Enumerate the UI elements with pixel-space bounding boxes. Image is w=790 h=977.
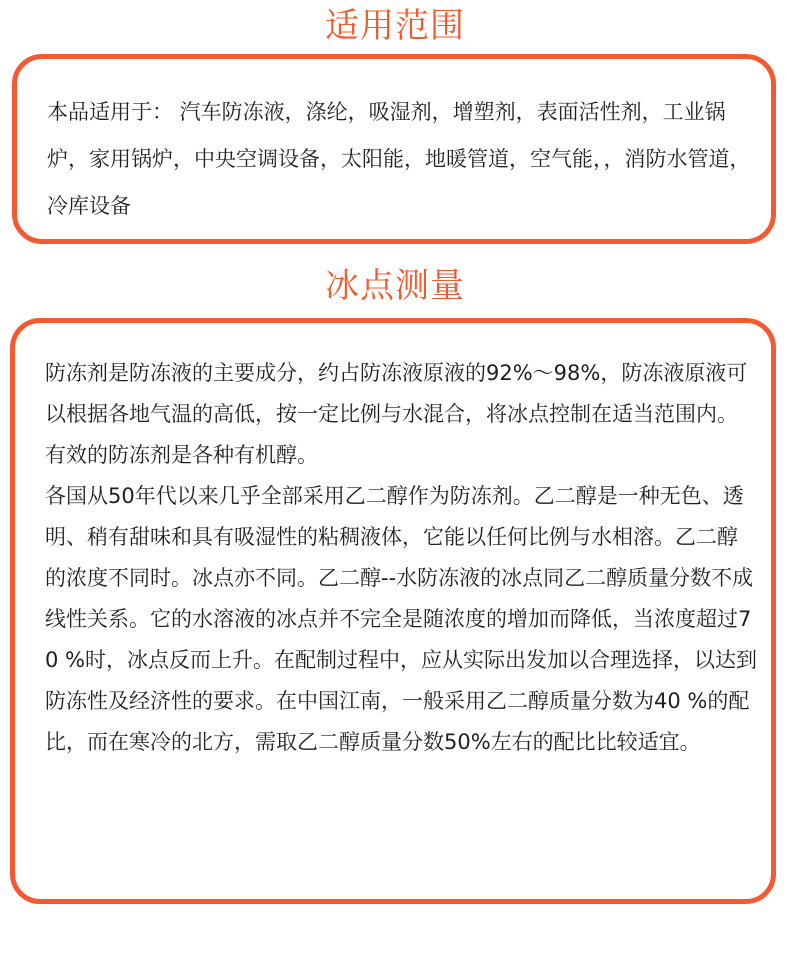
freezing-point-text xyxy=(45,353,757,763)
freezing-point-card xyxy=(10,318,776,904)
application-scope-card xyxy=(12,54,776,244)
section-title-freezing-point: 冰点测量 xyxy=(325,266,465,306)
freezing-point-paragraph-2: 各国从50年代以来几乎全部采用乙二醇作为防冻剂。乙二醇是一种无色、透明、稍有甜味和具有吸湿性的粘稠液体，它能以任何比例与水相溶。乙二醇的浓度不同时。冰点亦不同。乙二醇--水防冻液的冰点同乙二醇质量分数不成线性关系。它的水溶液的冰点并不完全是随浓度的增加而降低，当浓度超过70 %时，冰点反而上升。在配制过程中，应从实际出发加以合理选择，以达到防冻性及经济性的要求。在中国江南，一般采用乙二醇质量分数为40 %的配比，而在寒冷的北方，需取乙二醇质量分数50%左右的配比比较适宜。 xyxy=(45,484,757,754)
application-scope-paragraph: 本品适用于： 汽车防冻液，涤纶，吸湿剂，增塑剂，表面活性剂，工业锅炉，家用锅炉，中央空调设备，太阳能，地暖管道，空气能，，消防水管道，冷库设备 xyxy=(47,100,751,218)
freezing-point-paragraph-1: 防冻剂是防冻液的主要成分，约占防冻液原液的92%～98%，防冻液原液可以根据各地气温的高低，按一定比例与水混合，将冰点控制在适当范围内。有效的防冻剂是各种有机醇。 xyxy=(45,361,748,467)
application-scope-text xyxy=(47,89,761,230)
section-title-application-scope: 适用范围 xyxy=(325,6,465,46)
